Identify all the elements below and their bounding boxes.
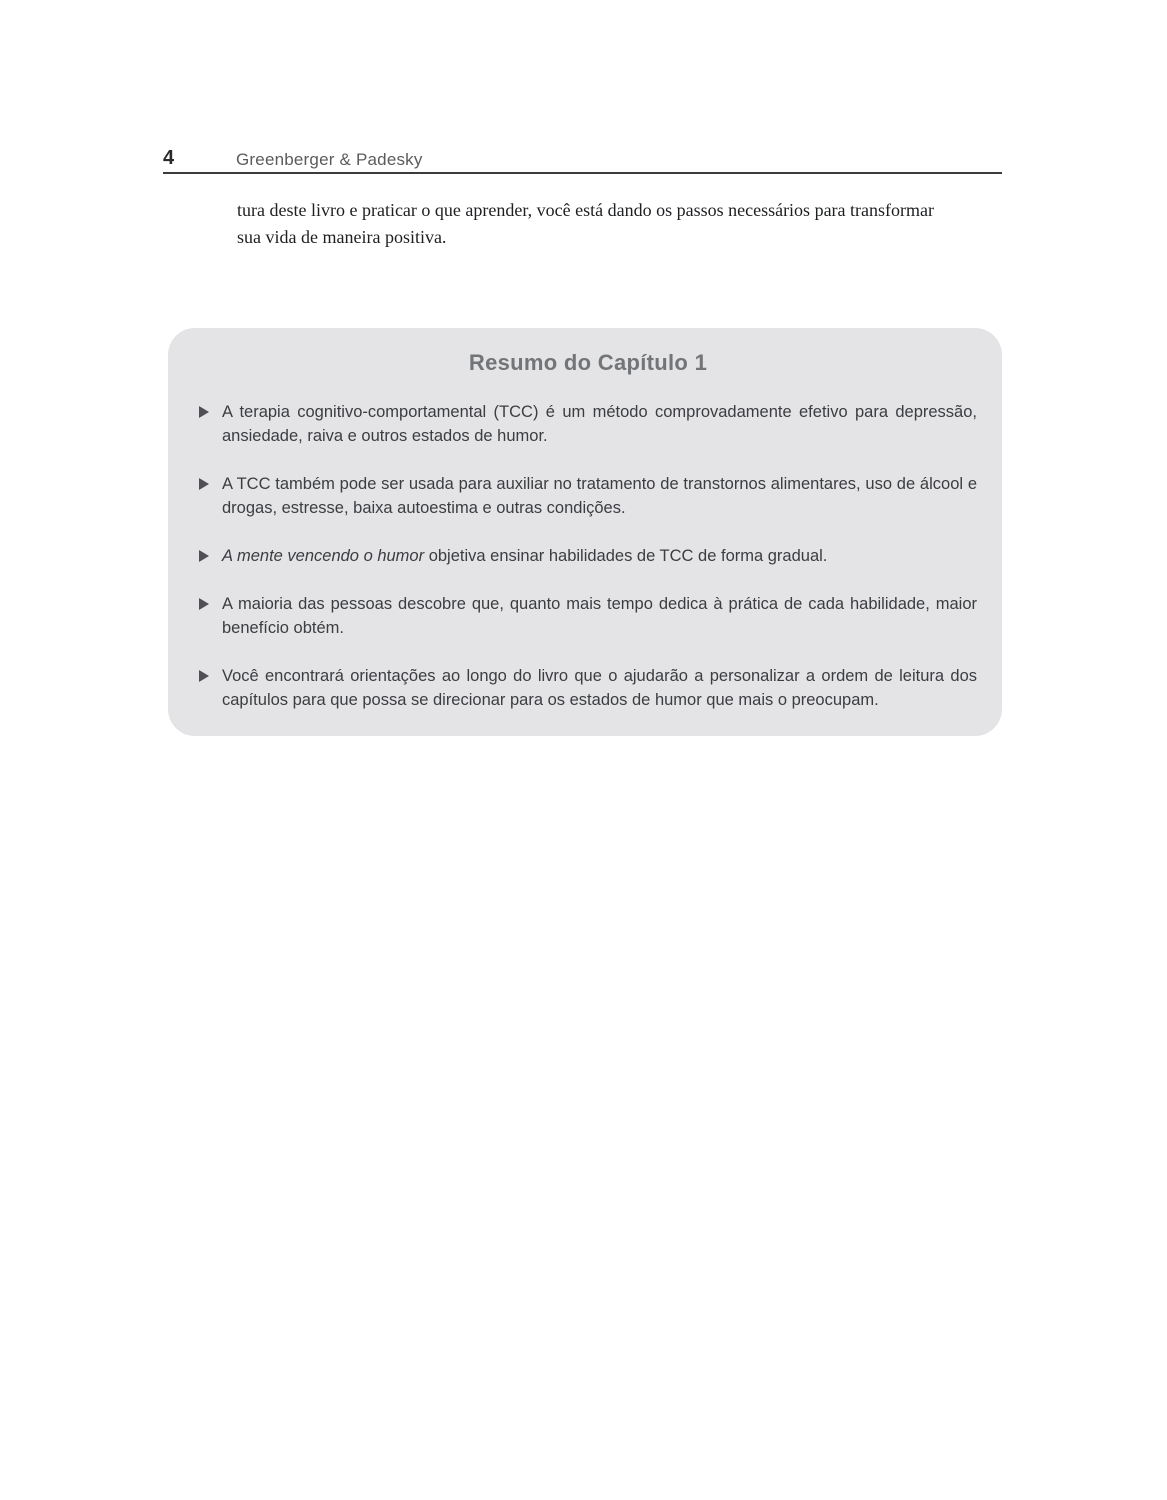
summary-item (199, 544, 977, 568)
triangle-bullet-icon (199, 598, 209, 610)
summary-item (199, 592, 977, 640)
summary-item-body: A terapia cognitivo-comportamental (TCC) é um método comprovadamente efetivo para depressão, ansiedade, raiva e outros estados de humor. (222, 403, 977, 445)
summary-item-body: A maioria das pessoas descobre que, quanto mais tempo dedica à prática de cada habilidade, maior benefício obtém. (222, 595, 977, 637)
running-head: Greenberger & Padesky (236, 150, 423, 169)
summary-item-text (222, 400, 977, 448)
summary-item (199, 400, 977, 448)
triangle-bullet-icon (199, 406, 209, 418)
summary-item-text (222, 472, 977, 520)
summary-box-title: Resumo do Capítulo 1 (468, 350, 708, 375)
summary-item-body: Você encontrará orientações ao longo do livro que o ajudarão a personalizar a ordem de leitura dos capítulos para que possa se direcionar para os estados de humor que mais o preocupam. (222, 667, 977, 709)
page-number: 4 (163, 147, 175, 169)
triangle-bullet-icon (199, 478, 209, 490)
summary-item (199, 664, 977, 712)
summary-item-body: A TCC também pode ser usada para auxiliar no tratamento de transtornos alimentares, uso de álcool e drogas, estresse, baixa autoestima e outras condições. (222, 475, 977, 517)
triangle-bullet-icon (199, 550, 209, 562)
summary-item-text (222, 544, 977, 568)
summary-item-italic-lead: A mente vencendo o humor (222, 547, 425, 565)
header-rule (163, 172, 1002, 174)
triangle-bullet-icon (199, 670, 209, 682)
summary-item-body: objetiva ensinar habilidades de TCC de forma gradual. (428, 547, 828, 565)
body-continuation-paragraph: tura deste livro e praticar o que aprender, você está dando os passos necessários para transformar sua vida de maneira positiva. (237, 200, 934, 247)
summary-item-text (222, 664, 977, 712)
summary-item-text (222, 592, 977, 640)
chapter-summary-box (168, 328, 1002, 736)
summary-item (199, 472, 977, 520)
